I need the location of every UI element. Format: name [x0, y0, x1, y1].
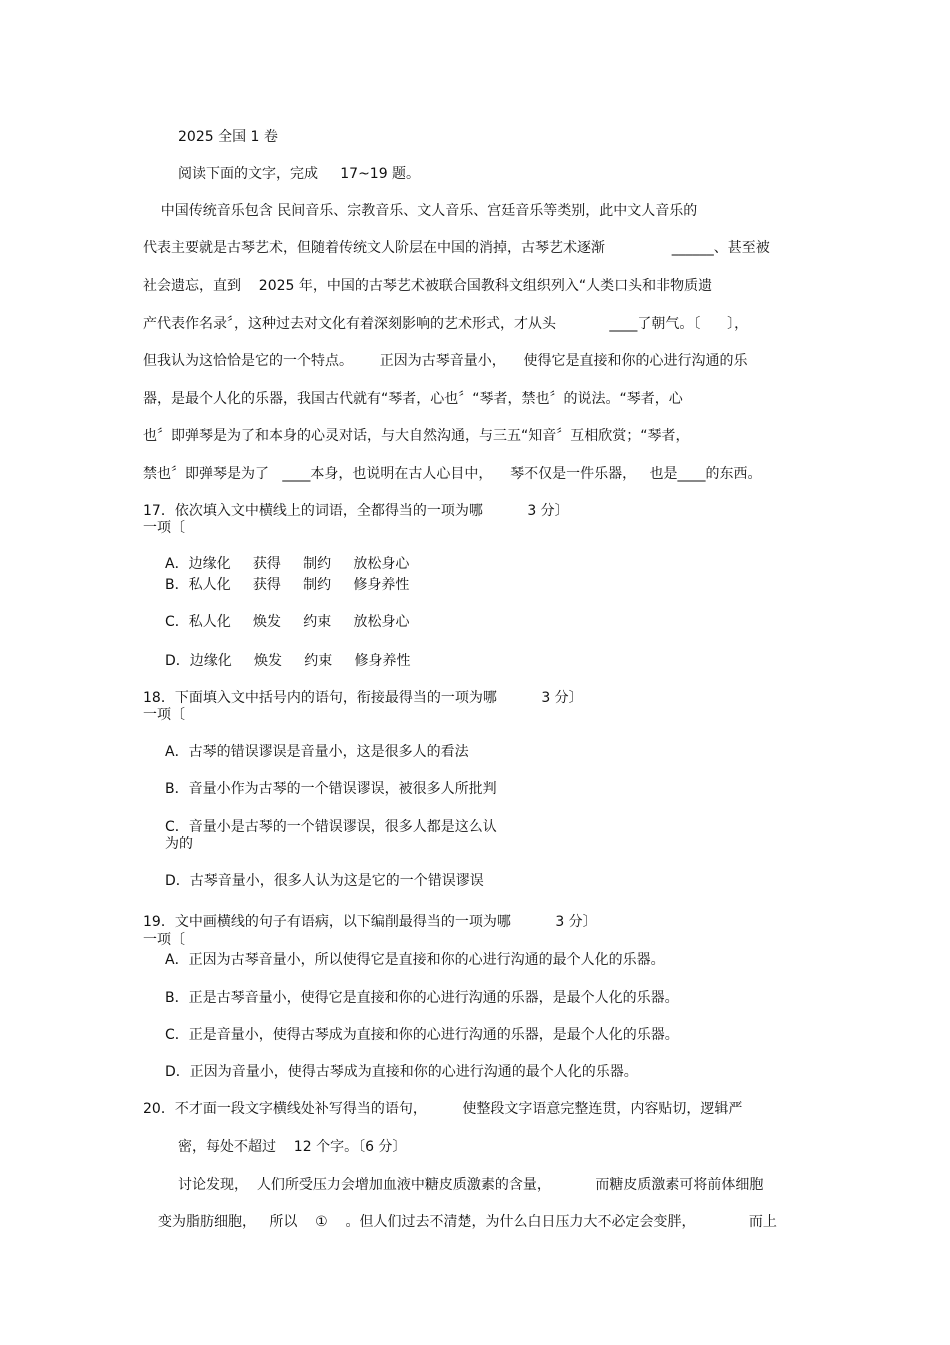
passage-line-4: 产代表作名录〞，这种过去对文化有着深刻影响的艺术形式，才从头 ____了朝气。〔 〕，	[143, 316, 749, 332]
q19-option-d: D．正因为音量小，使得古琴成为直接和你的心进行沟通的最个人化的乐器。	[165, 1064, 638, 1080]
passage-line-3: 社会遗忘，直到 2025 年，中国的古琴艺术被联合国教科文组织列入“人类口头和非物质遗	[143, 278, 713, 294]
q18-stem-cont: 一项〔	[143, 707, 185, 723]
q17-option-d: D．边缘化 焕发 约束 修身养性	[165, 653, 411, 669]
q17-option-b: B．私人化 获得 制约 修身养性	[165, 577, 410, 593]
q19-option-a: A．正因为古琴音量小，所以使得它是直接和你的心进行沟通的最个人化的乐器。	[165, 952, 665, 968]
reading-instruction: 阅读下面的文字，完成 17~19 题。	[178, 166, 421, 182]
q18-option-c: C．音量小是古琴的一个错误谬误，很多人都是这么认	[165, 819, 497, 835]
doc-title: 2025 全国 1 卷	[178, 129, 278, 145]
passage-line-8: 禁也〞即弹琴是为了 ____本身，也说明在古人心目中， 琴不仅是一件乐器， 也是____的东西。	[143, 466, 762, 482]
q18-option-d: D．古琴音量小，很多人认为这是它的一个错误谬误	[165, 873, 484, 889]
q17-stem-cont: 一项〔	[143, 520, 185, 536]
q20-text-line-2: 变为脂肪细胞， 所以 ① 。但人们过去不清楚，为什么白日压力大不必定会变胖， 而上	[158, 1214, 777, 1230]
q20-stem: 20．不才面一段文字横线处补写得当的语句， 使整段文字语意完整连贯，内容贴切，逻辑严	[143, 1101, 743, 1117]
passage-line-6: 器，是最个人化的乐器，我国古代就有“琴者，心也〞“琴者，禁也〞的说法。“琴者，心	[143, 391, 683, 407]
q18-option-b: B．音量小作为古琴的一个错误谬误，被很多人所批判	[165, 781, 497, 797]
q17-option-c: C．私人化 焕发 约束 放松身心	[165, 614, 410, 630]
q18-stem: 18．下面填入文中括号内的语句，衔接最得当的一项为哪 3 分〕	[143, 690, 583, 706]
passage-line-7: 也〞即弹琴是为了和本身的心灵对话，与大自然沟通，与三五“知音〞互相欣赏；“琴者，	[143, 428, 690, 444]
q17-stem: 17．依次填入文中横线上的词语，全都得当的一项为哪 3 分〕	[143, 503, 569, 519]
q19-stem-cont: 一项〔	[143, 932, 185, 948]
passage-line-5: 但我认为这恰恰是它的一个特点。 正因为古琴音量小， 使得它是直接和你的心进行沟通的乐	[143, 353, 748, 369]
q19-option-b: B．正是古琴音量小，使得它是直接和你的心进行沟通的乐器，是最个人化的乐器。	[165, 990, 679, 1006]
q19-stem: 19．文中画横线的句子有语病，以下编削最得当的一项为哪 3 分〕	[143, 914, 597, 930]
q18-option-c-cont: 为的	[165, 836, 193, 852]
q18-option-a: A．古琴的错误谬误是音量小，这是很多人的看法	[165, 744, 469, 760]
passage-line-1: 中国传统音乐包含 民间音乐、宗教音乐、文人音乐、宫廷音乐等类别，此中文人音乐的	[143, 203, 698, 219]
passage-line-2: 代表主要就是古琴艺术，但随着传统文人阶层在中国的消掉，古琴艺术逐渐 ______、甚至被	[143, 240, 770, 256]
q17-option-a: A．边缘化 获得 制约 放松身心	[165, 556, 410, 572]
q20-stem-cont: 密，每处不超过 12 个字。〔6 分〕	[178, 1139, 407, 1155]
q19-option-c: C．正是音量小，使得古琴成为直接和你的心进行沟通的乐器，是最个人化的乐器。	[165, 1027, 679, 1043]
q20-text-line-1: 讨论发现， 人们所受压力会增加血液中糖皮质激素的含量， 而糖皮质激素可将前体细胞	[178, 1177, 764, 1193]
